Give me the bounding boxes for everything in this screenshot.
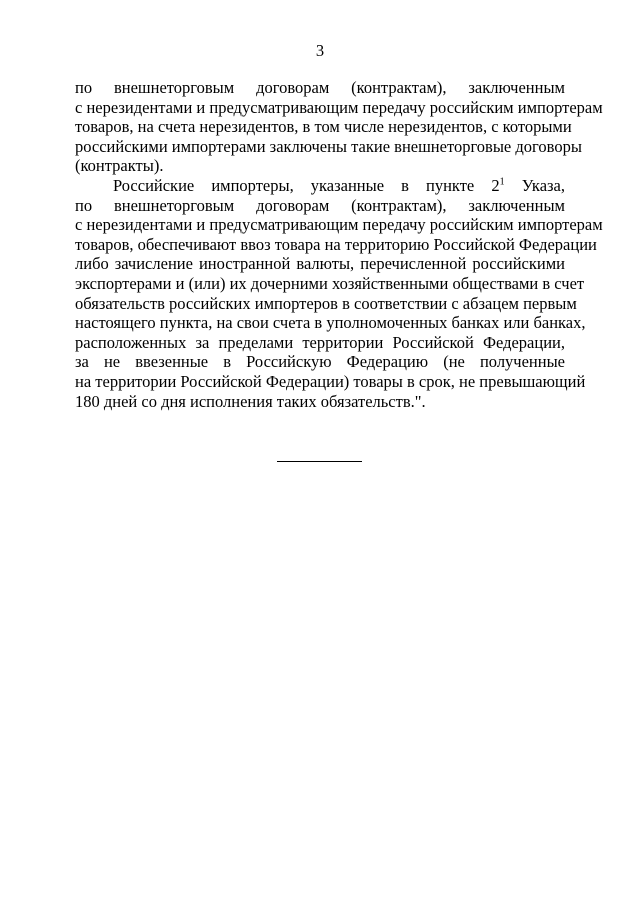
text-line: 180 дней со дня исполнения таких обязательств.". xyxy=(75,391,426,411)
text-fragment: Российские импортеры, указанные в пункте 2 xyxy=(113,175,500,195)
text-line: (контракты). xyxy=(75,156,164,176)
paragraph-2 xyxy=(75,175,603,411)
text-line: либо зачисление иностранной валюты, перечисленной российскими xyxy=(75,254,565,274)
text-line: обязательств российских импортеров в соответствии с абзацем первым xyxy=(75,293,577,313)
text-line: за не ввезенные в Российскую Федерацию (не полученные xyxy=(75,352,565,372)
text-line: товаров, обеспечивают ввоз товара на территорию Российской Федерации xyxy=(75,234,597,254)
text-line xyxy=(75,176,565,196)
document-body xyxy=(75,78,603,411)
end-of-document-rule xyxy=(277,461,362,462)
page-number: 3 xyxy=(315,41,325,60)
footnote-superscript: 1 xyxy=(499,176,505,188)
text-line: экспортерами и (или) их дочерними хозяйственными обществами в счет xyxy=(75,273,585,293)
text-line: на территории Российской Федерации) товары в срок, не превышающий xyxy=(75,371,586,391)
text-line: российскими импортерами заключены такие внешнеторговые договоры xyxy=(75,136,582,156)
text-line: по внешнеторговым договорам (контрактам), заключенным xyxy=(75,195,565,215)
paragraph-1 xyxy=(75,78,603,176)
text-line: с нерезидентами и предусматривающим передачу российским импортерам xyxy=(75,215,603,235)
text-fragment: Указа, xyxy=(504,175,565,195)
text-line: настоящего пункта, на свои счета в уполномоченных банках или банках, xyxy=(75,313,586,333)
text-line: с нерезидентами и предусматривающим передачу российским импортерам xyxy=(75,97,603,117)
text-line: по внешнеторговым договорам (контрактам), заключенным xyxy=(75,78,565,97)
text-line: расположенных за пределами территории Российской Федерации, xyxy=(75,332,565,352)
text-line: товаров, на счета нерезидентов, в том числе нерезидентов, с которыми xyxy=(75,117,572,137)
